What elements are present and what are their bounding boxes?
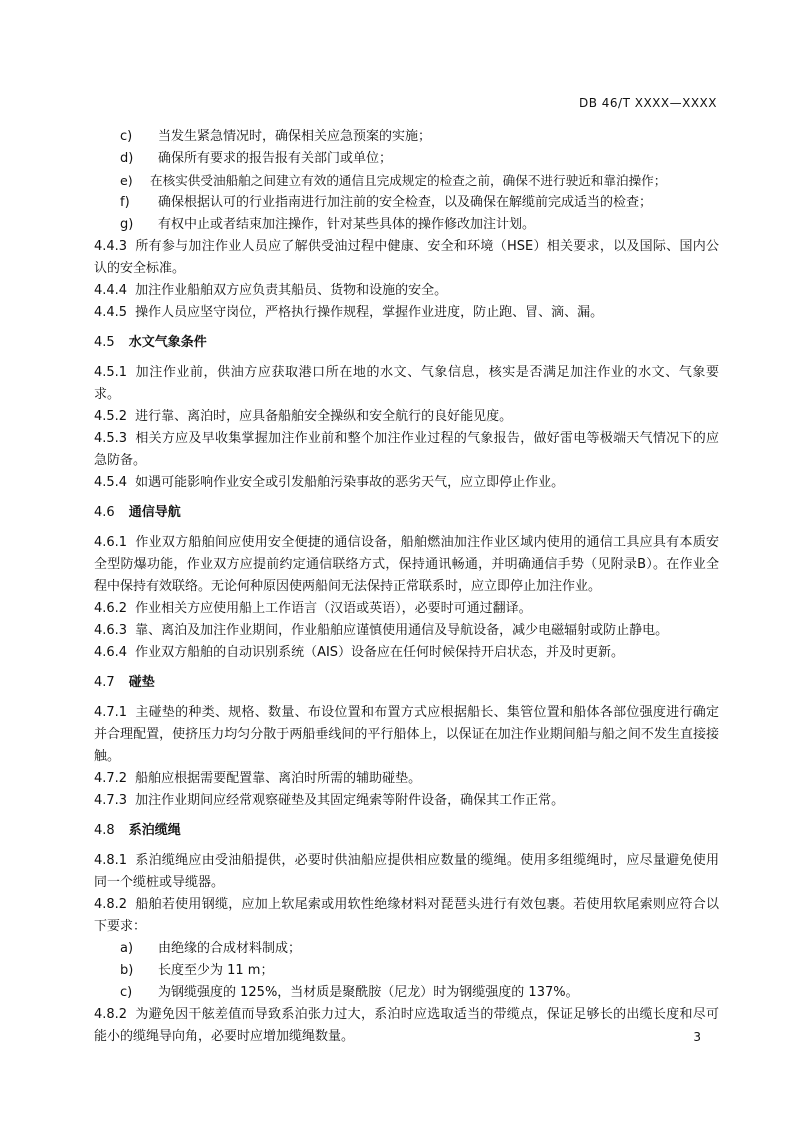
- list-label: a): [120, 941, 134, 956]
- clause-paragraph: [94, 894, 719, 938]
- clause-number: 4.4.3: [94, 239, 128, 254]
- clause-number: 4.6.2: [94, 601, 128, 616]
- clause-text: 进行靠、离泊时，应具备船舶安全操纵和安全航行的良好能见度。: [135, 409, 513, 424]
- list-text: 确保根据认可的行业指南进行加注前的安全检查，以及确保在解缆前完成适当的检查；: [158, 195, 653, 210]
- clause-paragraph: [94, 768, 719, 790]
- section-heading: [94, 332, 719, 354]
- list-item: [94, 982, 719, 1004]
- list-item: [94, 126, 719, 148]
- clause-number: 4.8.2: [94, 1007, 128, 1022]
- clause-number: 4.7.2: [94, 771, 128, 786]
- clause-text: 船舶应根据需要配置靠、离泊时所需的辅助碰垫。: [135, 771, 422, 786]
- clause-number: 4.7.3: [94, 793, 128, 808]
- clause-text: 作业相关方应使用船上工作语言（汉语或英语），必要时可通过翻译。: [135, 601, 532, 616]
- page-number: 3: [693, 1030, 701, 1044]
- list-text: 确保所有要求的报告报有关部门或单位；: [158, 151, 393, 166]
- list-item: [94, 170, 719, 192]
- clause-number: 4.4.5: [94, 305, 128, 320]
- list-text: 有权中止或者结束加注操作，针对某些具体的操作修改加注计划。: [158, 217, 536, 232]
- clause-text: 船舶若使用钢缆，应加上软尾索或用软性绝缘材料对琵琶头进行有效包裹。若使用软尾索则应符合以下要求：: [94, 897, 719, 934]
- clause-paragraph: [94, 620, 719, 642]
- list-text: 由绝缘的合成材料制成；: [158, 941, 302, 956]
- clause-text: 如遇可能影响作业安全或引发船舶污染事故的恶劣天气，应立即停止作业。: [135, 475, 565, 490]
- list-label: f): [120, 195, 130, 210]
- clause-text: 加注作业船舶双方应负责其船员、货物和设施的安全。: [135, 283, 448, 298]
- clause-text: 主碰垫的种类、规格、数量、布设位置和布置方式应根据船长、集管位置和船体各部位强度进行确定并合理配置，使挤压力均匀分散于两船垂线间的平行船体上，以保证在加注作业期间船与船之间不发生直接接触。: [94, 705, 719, 764]
- list-item: [94, 938, 719, 960]
- section-heading: [94, 820, 719, 842]
- section-heading: [94, 672, 719, 694]
- section-title: 水文气象条件: [128, 335, 207, 350]
- clause-number: 4.6.3: [94, 623, 128, 638]
- clause-text: 加注作业期间应经常观察碰垫及其固定绳索等附件设备，确保其工作正常。: [135, 793, 565, 808]
- clause-paragraph: [94, 790, 719, 812]
- list-item: [94, 192, 719, 214]
- list-text: 为钢缆强度的 125%，当材质是聚酰胺（尼龙）时为钢缆强度的 137%。: [158, 985, 579, 1000]
- clause-number: 4.6.4: [94, 645, 128, 660]
- list-item: [94, 214, 719, 236]
- clause-number: 4.5.2: [94, 409, 128, 424]
- clause-number: 4.5.3: [94, 431, 128, 446]
- section-title: 碰垫: [128, 675, 155, 690]
- clause-paragraph: [94, 702, 719, 768]
- clause-paragraph: [94, 236, 719, 280]
- section-number: 4.7: [94, 675, 115, 690]
- clause-paragraph: [94, 406, 719, 428]
- clause-paragraph: [94, 642, 719, 664]
- clause-text: 作业双方船舶间应使用安全便捷的通信设备，船舶燃油加注作业区域内使用的通信工具应具有本质安全型防爆功能，作业双方应提前约定通信联络方式，保持通讯畅通，并明确通信手势（见附录B）。在作业全程中保持有效联络。无论何种原因使两船间无法保持正常联系时，应立即停止加注作业。: [94, 535, 719, 594]
- clause-number: 4.5.4: [94, 475, 128, 490]
- clause-paragraph: [94, 472, 719, 494]
- clause-number: 4.5.1: [94, 365, 128, 380]
- clause-paragraph: [94, 302, 719, 324]
- list-text: 在核实供受油船舶之间建立有效的通信且完成规定的检查之前，确保不进行驶近和靠泊操作；: [150, 173, 667, 188]
- clause-paragraph: [94, 280, 719, 302]
- section-heading: [94, 502, 719, 524]
- list-label: b): [120, 963, 134, 978]
- list-label: c): [120, 129, 133, 144]
- clause-number: 4.8.2: [94, 897, 128, 912]
- section-number: 4.5: [94, 335, 115, 350]
- clause-number: 4.8.1: [94, 853, 128, 868]
- clause-number: 4.4.4: [94, 283, 128, 298]
- section-title: 通信导航: [128, 505, 181, 520]
- clause-paragraph: [94, 1004, 719, 1048]
- section-title: 系泊缆绳: [128, 823, 181, 838]
- clause-paragraph: [94, 362, 719, 406]
- clause-paragraph: [94, 850, 719, 894]
- clause-text: 为避免因干舷差值而导致系泊张力过大，系泊时应选取适当的带缆点，保证足够长的出缆长度和尽可能小的缆绳导向角，必要时应增加缆绳数量。: [94, 1007, 719, 1044]
- clause-text: 靠、离泊及加注作业期间，作业船舶应谨慎使用通信及导航设备，减少电磁辐射或防止静电。: [135, 623, 669, 638]
- clause-number: 4.7.1: [94, 705, 128, 720]
- list-label: d): [120, 151, 134, 166]
- section-number: 4.6: [94, 505, 115, 520]
- clause-text: 操作人员应坚守岗位，严格执行操作规程，掌握作业进度，防止跑、冒、滴、漏。: [135, 305, 604, 320]
- list-text: 当发生紧急情况时，确保相关应急预案的实施；: [158, 129, 432, 144]
- clause-number: 4.6.1: [94, 535, 128, 550]
- list-label: e): [120, 173, 133, 188]
- section-number: 4.8: [94, 823, 115, 838]
- page-content: [94, 126, 719, 1048]
- clause-paragraph: [94, 428, 719, 472]
- list-label: g): [120, 217, 134, 232]
- clause-text: 所有参与加注作业人员应了解供受油过程中健康、安全和环境（HSE）相关要求，以及国际、国内公认的安全标准。: [94, 239, 719, 276]
- clause-text: 系泊缆绳应由受油船提供，必要时供油船应提供相应数量的缆绳。使用多组缆绳时，应尽量避免使用同一个缆桩或导缆器。: [94, 853, 719, 890]
- standard-code: DB 46/T XXXX—XXXX: [578, 96, 717, 110]
- list-item: [94, 960, 719, 982]
- list-item: [94, 148, 719, 170]
- clause-paragraph: [94, 598, 719, 620]
- clause-text: 加注作业前，供油方应获取港口所在地的水文、气象信息，核实是否满足加注作业的水文、气象要求。: [94, 365, 719, 402]
- clause-text: 相关方应及早收集掌握加注作业前和整个加注作业过程的气象报告，做好雷电等极端天气情况下的应急防备。: [94, 431, 719, 468]
- clause-text: 作业双方船舶的自动识别系统（AIS）设备应在任何时候保持开启状态，并及时更新。: [135, 645, 625, 660]
- list-label: c): [120, 985, 133, 1000]
- list-text: 长度至少为 11 m；: [158, 963, 274, 978]
- clause-paragraph: [94, 532, 719, 598]
